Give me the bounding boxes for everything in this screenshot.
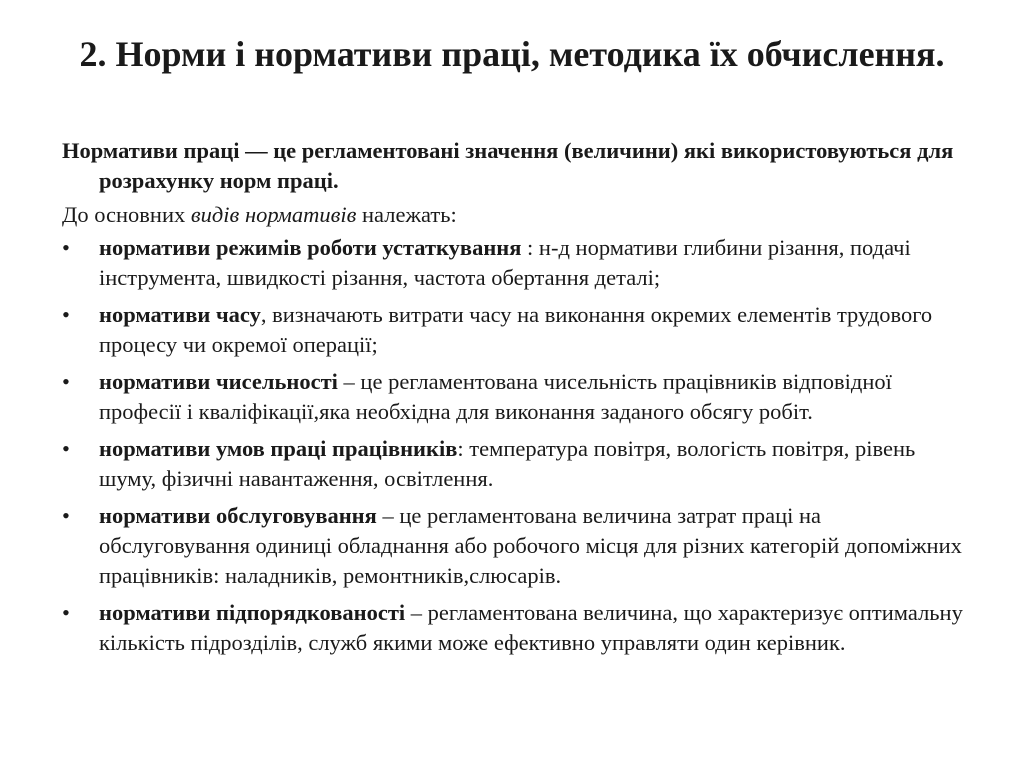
item-text: , визначають витрати часу на виконання окремих елементів трудового процесу чи окремої операції; bbox=[99, 302, 933, 357]
list-item bbox=[62, 300, 972, 360]
bullet-icon: • bbox=[62, 503, 70, 528]
item-text: : н-д нормативи глибини різання, подачі інструмента, швидкості різання, частота обертання деталі; bbox=[99, 235, 911, 290]
bullet-icon: • bbox=[62, 235, 70, 260]
list-item bbox=[62, 598, 972, 658]
intro-text bbox=[62, 200, 972, 230]
norms-list bbox=[62, 233, 972, 658]
bullet-icon: • bbox=[62, 369, 70, 394]
definition-text: Нормативи праці — це регламентовані значення (величини) які використовуються для розрахунку норм праці. bbox=[62, 138, 954, 193]
item-text: – це регламентована величина затрат праці на обслуговування одиниці обладнання або робочого місця для різних категорій допоміжних працівників: наладників, ремонтників,слюсарів. bbox=[99, 503, 962, 588]
slide-title: 2. Норми і нормативи праці, методика їх обчислення. bbox=[79, 34, 945, 74]
intro-emphasis: видів нормативів bbox=[190, 202, 357, 227]
list-item bbox=[62, 233, 972, 293]
bullet-icon: • bbox=[62, 436, 70, 461]
item-text: – це регламентована чисельність працівників відповідної професії і кваліфікації,яка необхідна для виконання заданого обсягу робіт. bbox=[99, 369, 892, 424]
list-item bbox=[62, 434, 972, 494]
list-item bbox=[62, 501, 972, 591]
slide-content bbox=[62, 136, 972, 665]
intro-before: До основних bbox=[62, 202, 191, 227]
bullet-icon: • bbox=[62, 302, 70, 327]
item-text: : температура повітря, вологість повітря, рівень шуму, фізичні навантаження, освітлення. bbox=[99, 436, 916, 491]
list-item bbox=[62, 367, 972, 427]
item-term: нормативи режимів роботи устаткування bbox=[99, 235, 522, 260]
item-text: – регламентована величина, що характеризує оптимальну кількість підрозділів, служб якими може ефективно управляти один керівник. bbox=[99, 600, 963, 655]
item-term: нормативи умов праці працівників bbox=[99, 436, 458, 461]
bullet-icon: • bbox=[62, 600, 70, 625]
item-term: нормативи обслуговування bbox=[99, 503, 377, 528]
item-term: нормативи часу bbox=[99, 302, 261, 327]
item-term: нормативи чисельності bbox=[99, 369, 338, 394]
item-term: нормативи підпорядкованості bbox=[99, 600, 406, 625]
intro-after: належать: bbox=[356, 202, 457, 227]
